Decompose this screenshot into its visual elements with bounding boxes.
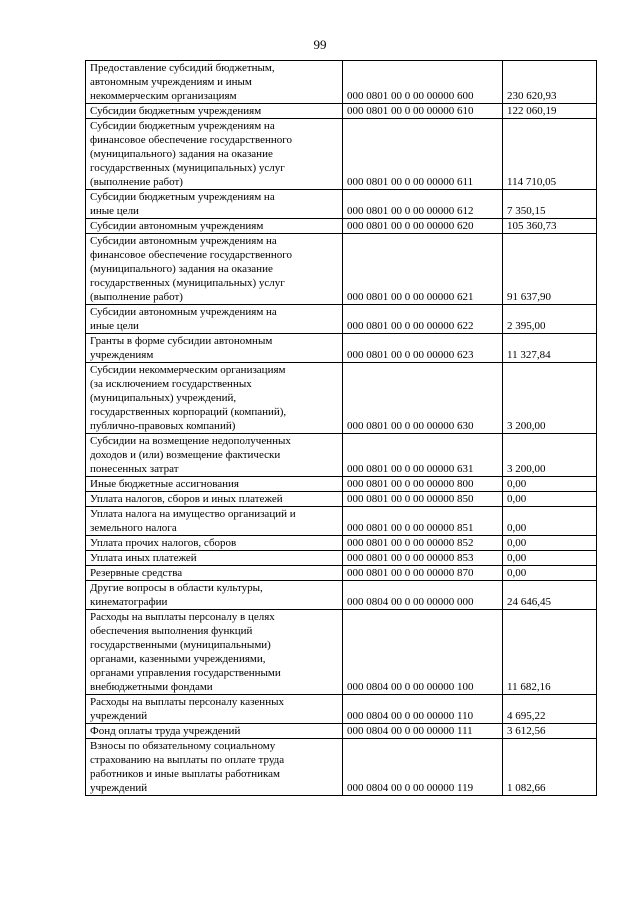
table-row [86,695,597,724]
expense-name-cell: Другие вопросы в области культуры, кинематографии [86,581,343,610]
amount-cell: 230 620,93 [503,61,597,104]
expense-name-cell: Резервные средства [86,566,343,581]
budget-code-cell: 000 0801 00 0 00 00000 853 [343,551,503,566]
page-number: 99 [313,37,327,52]
amount-cell: 11 327,84 [503,334,597,363]
amount-cell: 0,00 [503,492,597,507]
expense-name-cell: Предоставление субсидий бюджетным, автономным учреждениям и иным некоммерческим организациям [86,61,343,104]
expense-name-cell: Расходы на выплаты персоналу казенных учреждений [86,695,343,724]
table-row [86,119,597,190]
table-row [86,566,597,581]
amount-cell: 3 200,00 [503,363,597,434]
budget-code-cell: 000 0801 00 0 00 00000 611 [343,119,503,190]
budget-code-cell: 000 0804 00 0 00 00000 110 [343,695,503,724]
budget-code-cell: 000 0801 00 0 00 00000 630 [343,363,503,434]
table-row [86,739,597,796]
budget-code-cell: 000 0801 00 0 00 00000 631 [343,434,503,477]
expense-name-cell: Субсидии автономным учреждениям [86,219,343,234]
expense-name-cell: Фонд оплаты труда учреждений [86,724,343,739]
expense-name-cell: Субсидии автономным учреждениям на финансовое обеспечение государственного (муниципального) задания на оказание государственных (муниципальных) услуг (выполнение работ) [86,234,343,305]
amount-cell: 0,00 [503,536,597,551]
budget-code-cell: 000 0804 00 0 00 00000 000 [343,581,503,610]
table-row [86,492,597,507]
budget-code-cell: 000 0801 00 0 00 00000 852 [343,536,503,551]
budget-code-cell: 000 0801 00 0 00 00000 610 [343,104,503,119]
amount-cell: 7 350,15 [503,190,597,219]
budget-code-cell: 000 0801 00 0 00 00000 800 [343,477,503,492]
table-row [86,334,597,363]
expense-name-cell: Уплата налога на имущество организаций и земельного налога [86,507,343,536]
expense-name-cell: Уплата иных платежей [86,551,343,566]
budget-code-cell: 000 0801 00 0 00 00000 600 [343,61,503,104]
expense-name-cell: Субсидии бюджетным учреждениям [86,104,343,119]
table-row [86,581,597,610]
table-row [86,477,597,492]
budget-code-cell: 000 0801 00 0 00 00000 612 [343,190,503,219]
amount-cell: 3 612,56 [503,724,597,739]
budget-code-cell: 000 0801 00 0 00 00000 851 [343,507,503,536]
amount-cell: 4 695,22 [503,695,597,724]
expense-name-cell: Субсидии автономным учреждениям на иные цели [86,305,343,334]
table-row [86,190,597,219]
table-row [86,551,597,566]
table-row [86,536,597,551]
amount-cell: 3 200,00 [503,434,597,477]
expense-name-cell: Субсидии на возмещение недополученных доходов и (или) возмещение фактически понесенных затрат [86,434,343,477]
table-row [86,724,597,739]
budget-table [85,60,597,796]
expense-name-cell: Субсидии бюджетным учреждениям на финансовое обеспечение государственного (муниципального) задания на оказание государственных (муниципальных) услуг (выполнение работ) [86,119,343,190]
budget-code-cell: 000 0801 00 0 00 00000 621 [343,234,503,305]
amount-cell: 1 082,66 [503,739,597,796]
expense-name-cell: Уплата прочих налогов, сборов [86,536,343,551]
budget-code-cell: 000 0801 00 0 00 00000 850 [343,492,503,507]
amount-cell: 24 646,45 [503,581,597,610]
table-row [86,610,597,695]
table-row [86,305,597,334]
amount-cell: 91 637,90 [503,234,597,305]
budget-code-cell: 000 0801 00 0 00 00000 622 [343,305,503,334]
amount-cell: 2 395,00 [503,305,597,334]
expense-name-cell: Уплата налогов, сборов и иных платежей [86,492,343,507]
expense-name-cell: Субсидии некоммерческим организациям (за исключением государственных (муниципальных) учреждений, государственных корпораций (компаний), публично-правовых компаний) [86,363,343,434]
expense-name-cell: Расходы на выплаты персоналу в целях обеспечения выполнения функций государственными (муниципальными) органами, казенными учреждениями, органами управления государственными внебюджетными фондами [86,610,343,695]
budget-code-cell: 000 0804 00 0 00 00000 100 [343,610,503,695]
expense-name-cell: Иные бюджетные ассигнования [86,477,343,492]
table-row [86,434,597,477]
amount-cell: 0,00 [503,551,597,566]
budget-code-cell: 000 0801 00 0 00 00000 870 [343,566,503,581]
table-row [86,507,597,536]
budget-code-cell: 000 0804 00 0 00 00000 111 [343,724,503,739]
expense-name-cell: Гранты в форме субсидии автономным учреждениям [86,334,343,363]
table-row [86,234,597,305]
amount-cell: 122 060,19 [503,104,597,119]
budget-table-body [86,61,597,796]
amount-cell: 0,00 [503,566,597,581]
budget-code-cell: 000 0804 00 0 00 00000 119 [343,739,503,796]
table-row [86,219,597,234]
expense-name-cell: Субсидии бюджетным учреждениям на иные цели [86,190,343,219]
table-row [86,363,597,434]
amount-cell: 11 682,16 [503,610,597,695]
amount-cell: 0,00 [503,477,597,492]
expense-name-cell: Взносы по обязательному социальному страхованию на выплаты по оплате труда работников и иные выплаты работникам учреждений [86,739,343,796]
amount-cell: 114 710,05 [503,119,597,190]
table-row [86,61,597,104]
budget-code-cell: 000 0801 00 0 00 00000 620 [343,219,503,234]
amount-cell: 105 360,73 [503,219,597,234]
table-row [86,104,597,119]
amount-cell: 0,00 [503,507,597,536]
budget-code-cell: 000 0801 00 0 00 00000 623 [343,334,503,363]
